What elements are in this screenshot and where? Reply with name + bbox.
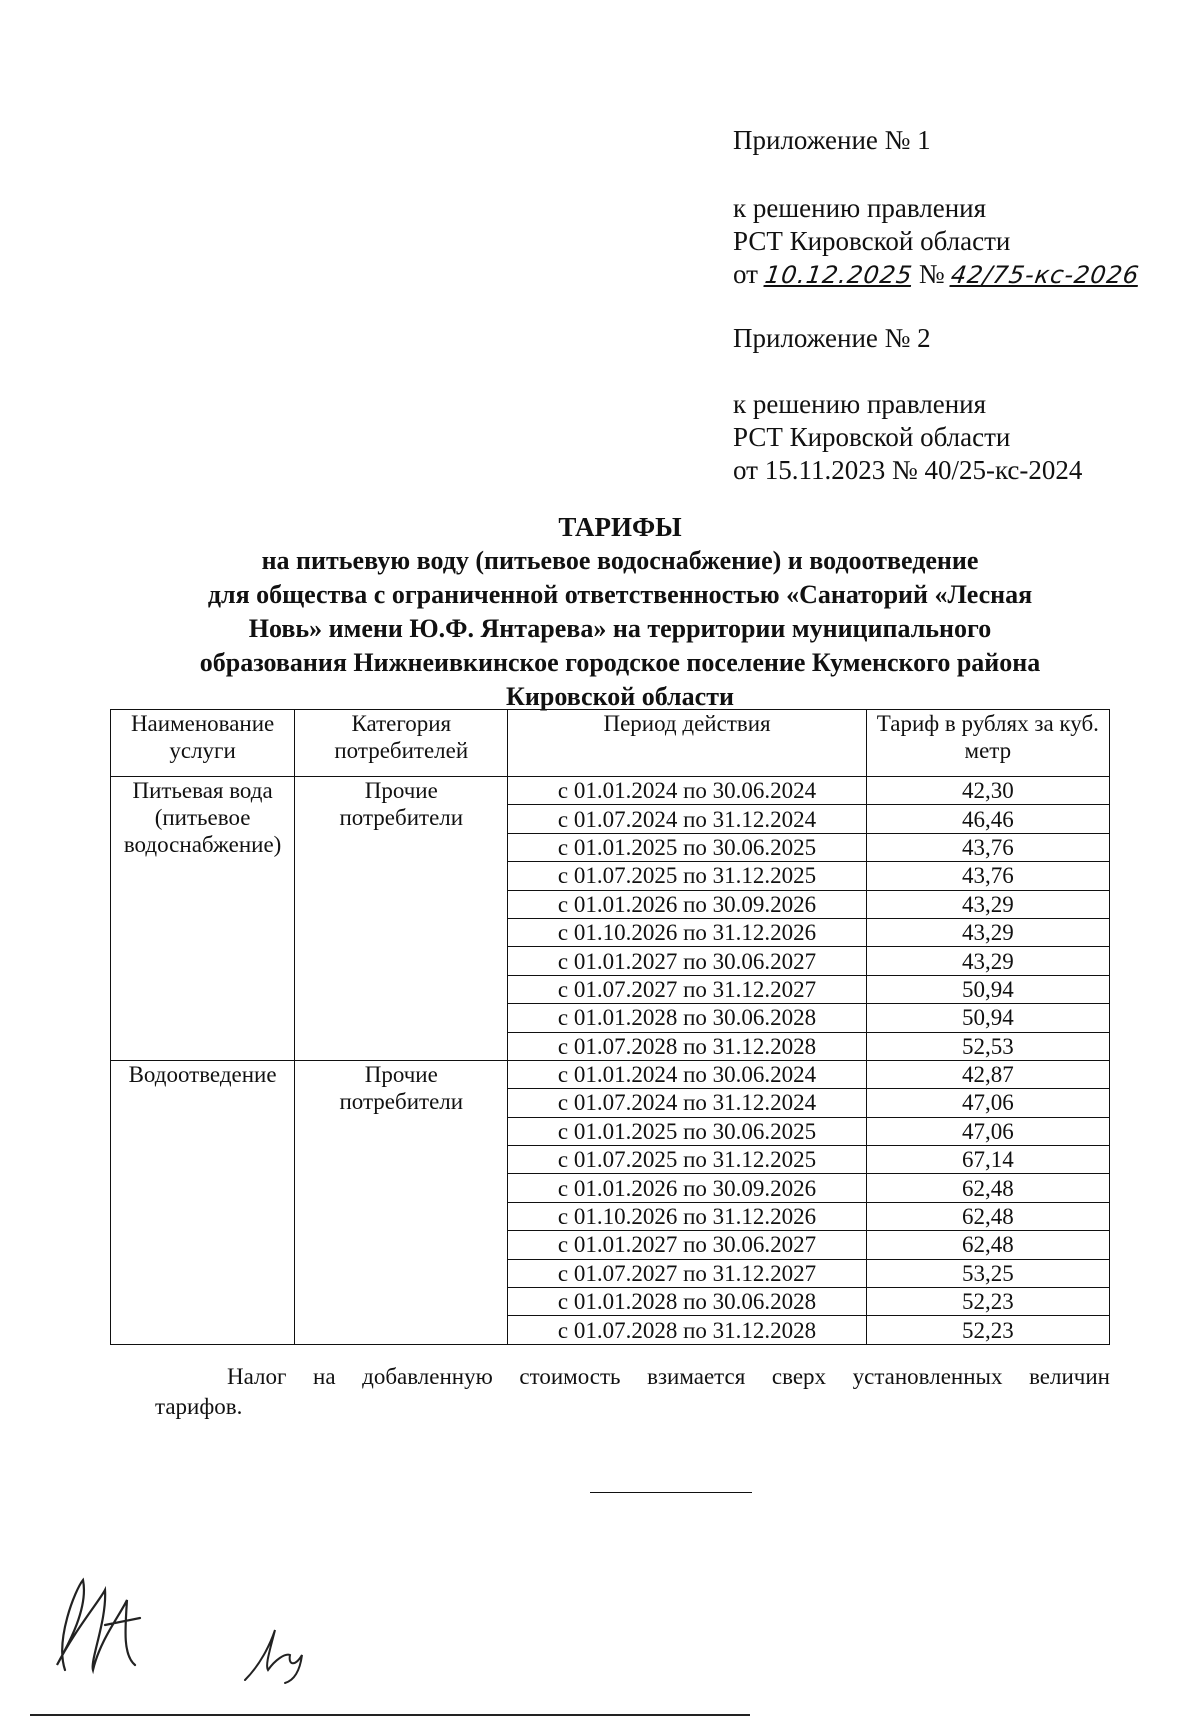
- tariff-cell: 67,14: [866, 1146, 1109, 1174]
- title-line-4: образования Нижнеивкинское городское поселение Куменского района: [199, 648, 1041, 677]
- header-service: Наименование услуги: [111, 710, 295, 777]
- vat-note-line-2: тарифов.: [155, 1394, 243, 1419]
- tariff-cell: 46,46: [866, 805, 1109, 833]
- period-cell: с 01.01.2028 по 30.06.2028: [508, 1288, 866, 1316]
- tariff-cell: 43,29: [866, 947, 1109, 975]
- signature-1: [45, 1570, 165, 1680]
- title-line-5: Кировской области: [506, 682, 734, 711]
- appendix-1-heading: [733, 124, 931, 157]
- period-cell: с 01.01.2027 по 30.06.2027: [508, 947, 866, 975]
- appendix-1-line-1: к решению правления: [733, 193, 987, 223]
- period-cell: с 01.01.2025 по 30.06.2025: [508, 833, 866, 861]
- tariff-cell: 50,94: [866, 1004, 1109, 1032]
- tariff-cell: 62,48: [866, 1231, 1109, 1259]
- appendix-2-line-1: к решению правления: [733, 389, 987, 419]
- appendix-1-date-prefix: от: [733, 259, 758, 289]
- tariff-cell: 43,76: [866, 833, 1109, 861]
- tariff-cell: 52,23: [866, 1316, 1109, 1344]
- period-cell: с 01.10.2026 по 31.12.2026: [508, 918, 866, 946]
- appendix-1-body: [733, 192, 1140, 292]
- tariff-table-body: [111, 777, 1110, 1345]
- closing-divider: [590, 1492, 752, 1493]
- tariff-cell: 42,30: [866, 777, 1109, 805]
- tariff-cell: 43,76: [866, 862, 1109, 890]
- table-header-row: [111, 710, 1110, 777]
- service-cell: Водоотведение: [111, 1060, 295, 1344]
- period-cell: с 01.07.2025 по 31.12.2025: [508, 862, 866, 890]
- period-cell: с 01.10.2026 по 31.12.2026: [508, 1202, 866, 1230]
- period-cell: с 01.01.2026 по 30.09.2026: [508, 890, 866, 918]
- appendix-2-body: [733, 388, 1082, 487]
- tariff-cell: 43,29: [866, 918, 1109, 946]
- period-cell: с 01.01.2028 по 30.06.2028: [508, 1004, 866, 1032]
- period-cell: с 01.07.2025 по 31.12.2025: [508, 1146, 866, 1174]
- period-cell: с 01.01.2024 по 30.06.2024: [508, 777, 866, 805]
- category-cell: Прочие потребители: [295, 1060, 508, 1344]
- tariff-table: [110, 709, 1110, 1345]
- tariff-cell: 62,48: [866, 1174, 1109, 1202]
- period-cell: с 01.07.2024 по 31.12.2024: [508, 1089, 866, 1117]
- category-cell: Прочие потребители: [295, 777, 508, 1061]
- period-cell: с 01.07.2024 по 31.12.2024: [508, 805, 866, 833]
- tariff-cell: 47,06: [866, 1117, 1109, 1145]
- tariff-cell: 47,06: [866, 1089, 1109, 1117]
- tariff-cell: 53,25: [866, 1259, 1109, 1287]
- title-line-3: Новь» имени Ю.Ф. Янтарева» на территории муниципального: [248, 614, 992, 643]
- appendix-1-handwritten-number: 42/75-кс-2026: [949, 261, 1142, 289]
- document-title: [100, 510, 1140, 714]
- table-row: [111, 777, 1110, 805]
- appendix-1-date-line: [733, 258, 1140, 292]
- bottom-edge-rule: [30, 1714, 750, 1716]
- header-tariff: Тариф в рублях за куб. метр: [866, 710, 1109, 777]
- tariff-cell: 43,29: [866, 890, 1109, 918]
- appendix-1-title: Приложение № 1: [733, 125, 931, 155]
- tariff-cell: 42,87: [866, 1060, 1109, 1088]
- period-cell: с 01.07.2028 по 31.12.2028: [508, 1316, 866, 1344]
- title-main: ТАРИФЫ: [558, 512, 682, 542]
- service-cell: Питьевая вода (питьевое водоснабжение): [111, 777, 295, 1061]
- period-cell: с 01.07.2027 по 31.12.2027: [508, 975, 866, 1003]
- title-line-2: для общества с ограниченной ответственностью «Санаторий «Лесная: [207, 580, 1033, 609]
- appendix-1-number-sign: №: [918, 259, 945, 289]
- appendix-2-title: Приложение № 2: [733, 323, 931, 353]
- period-cell: с 01.01.2024 по 30.06.2024: [508, 1060, 866, 1088]
- table-row: [111, 1060, 1110, 1088]
- title-line-1: на питьевую воду (питьевое водоснабжение) и водоотведение: [261, 546, 979, 575]
- tariff-cell: 52,23: [866, 1288, 1109, 1316]
- period-cell: с 01.07.2027 по 31.12.2027: [508, 1259, 866, 1287]
- appendix-2-heading: [733, 322, 931, 355]
- appendix-2-line-2: РСТ Кировской области: [733, 422, 1011, 452]
- tariff-cell: 50,94: [866, 975, 1109, 1003]
- header-period: Период действия: [508, 710, 866, 777]
- period-cell: с 01.01.2026 по 30.09.2026: [508, 1174, 866, 1202]
- appendix-1-line-2: РСТ Кировской области: [733, 226, 1011, 256]
- appendix-2-line-3: от 15.11.2023 № 40/25-кс-2024: [733, 455, 1083, 485]
- tariff-cell: 62,48: [866, 1202, 1109, 1230]
- period-cell: с 01.01.2027 по 30.06.2027: [508, 1231, 866, 1259]
- vat-note-line-1: Налог на добавленную стоимость взимается сверх установленных величин: [227, 1364, 1110, 1389]
- signature-2: [240, 1625, 320, 1685]
- appendix-1-handwritten-date: 10.12.2025: [762, 261, 915, 289]
- period-cell: с 01.07.2028 по 31.12.2028: [508, 1032, 866, 1060]
- period-cell: с 01.01.2025 по 30.06.2025: [508, 1117, 866, 1145]
- header-category: Категория потребителей: [295, 710, 508, 777]
- tariff-cell: 52,53: [866, 1032, 1109, 1060]
- vat-note: [155, 1362, 1110, 1422]
